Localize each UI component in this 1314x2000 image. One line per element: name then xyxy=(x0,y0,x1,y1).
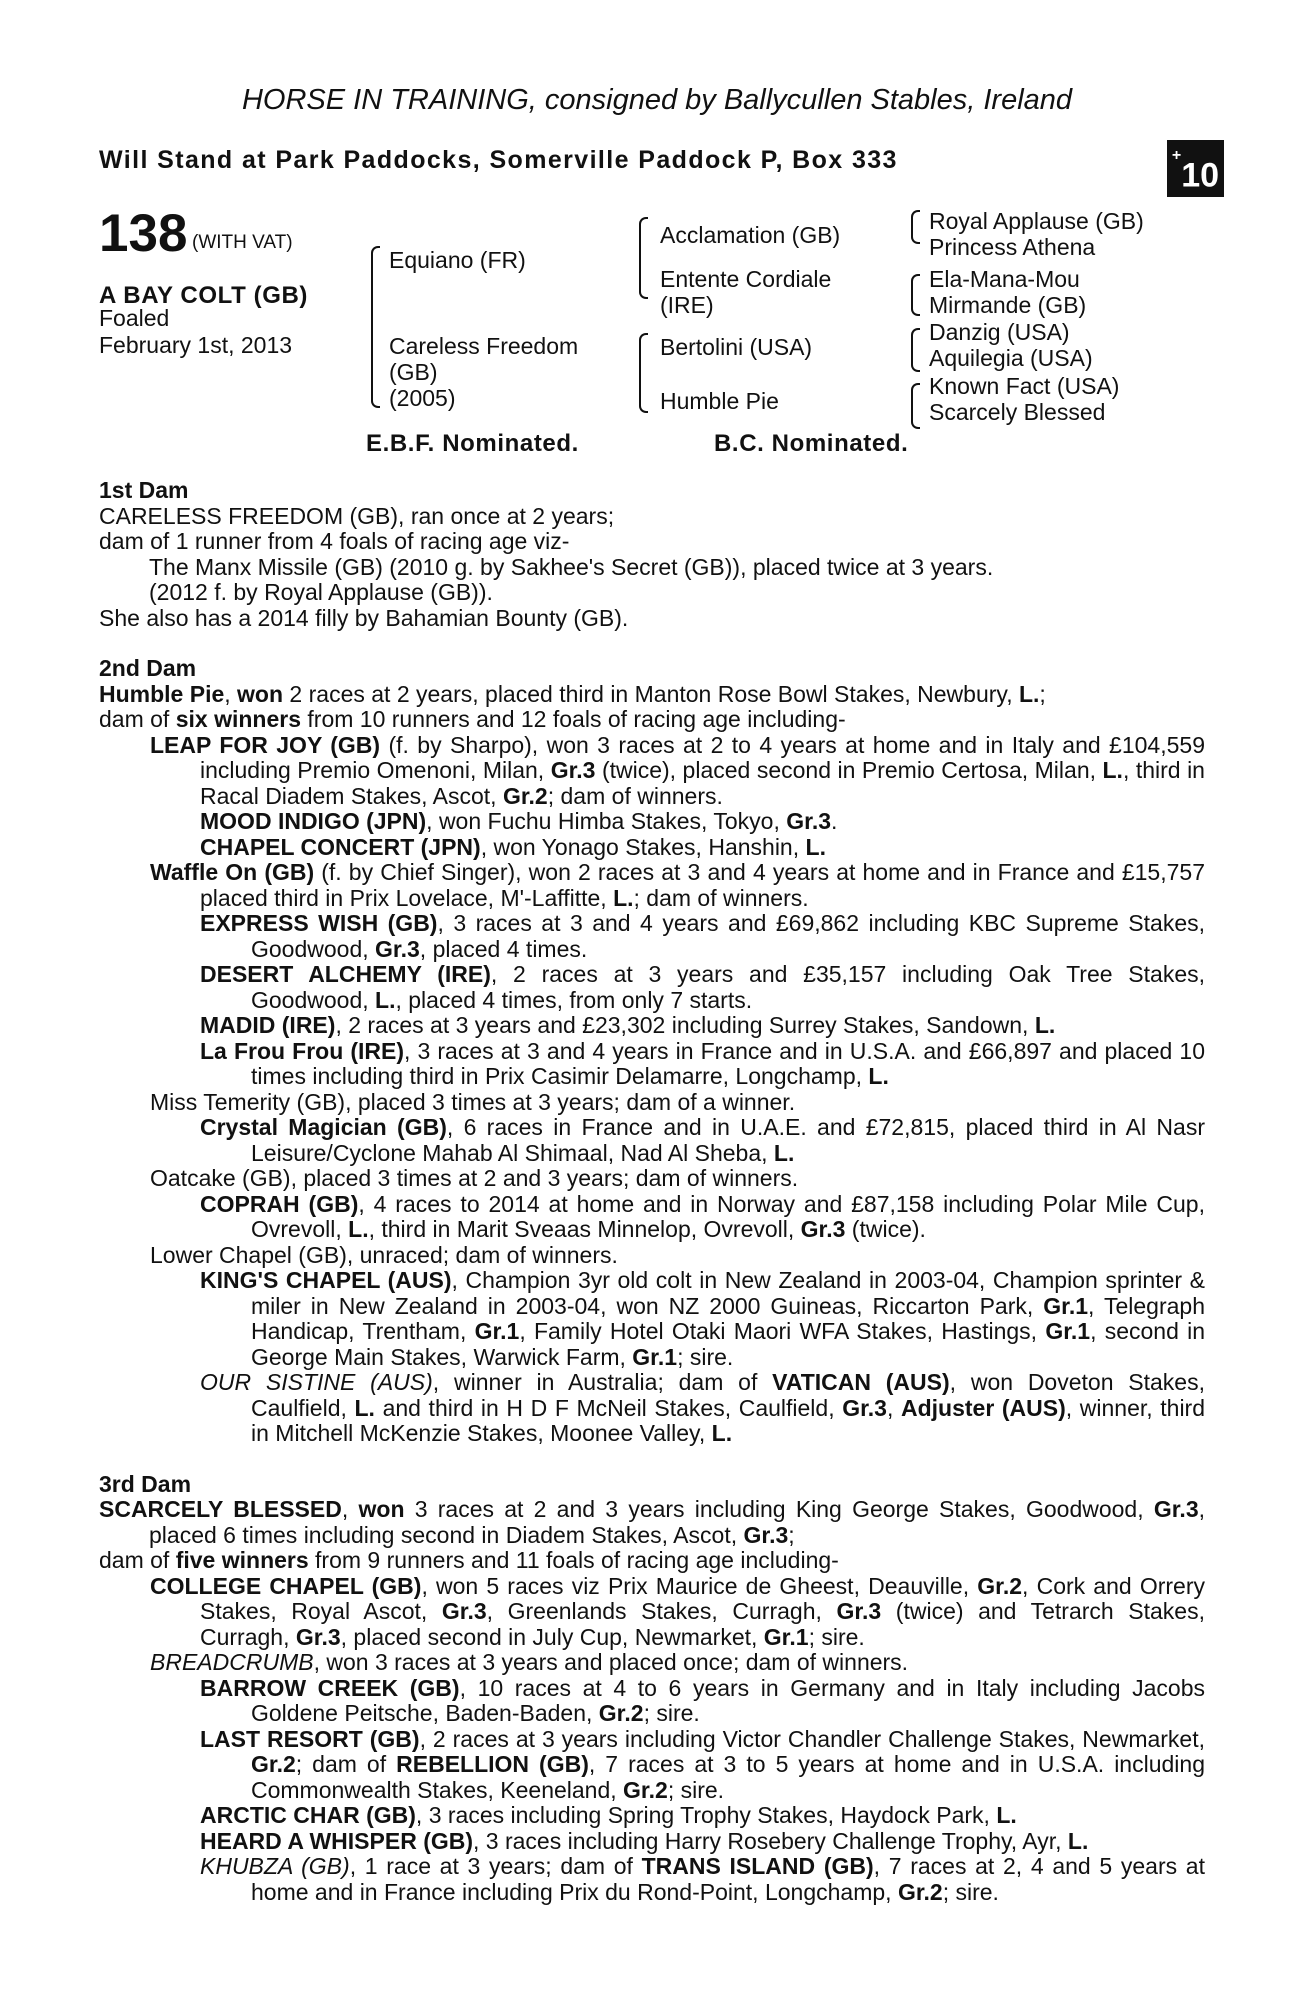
produce-entry: MOOD INDIGO (JPN), won Fuchu Himba Stakes, Tokyo, Gr.3. xyxy=(200,808,838,834)
sire-dam xyxy=(660,266,831,318)
dam-name: Careless Freedom xyxy=(389,333,579,359)
section-heading: 3rd Dam xyxy=(99,1470,192,1497)
dam-dam-dam: Scarcely Blessed xyxy=(929,399,1106,425)
produce-entry: KHUBZA (GB), 1 race at 3 years; dam of TRANS ISLAND (GB), 7 races at 2, 4 and 5 years at home and in France including Prix du Rond-Point, Longchamp, Gr.2; sire. xyxy=(200,1853,1205,1905)
produce-entry: COPRAH (GB), 4 races to 2014 at home and in Norway and £87,158 including Polar Mile Cup, Ovrevoll, L., third in Marit Sveaas Minnelop, Ovrevoll, Gr.3 (twice). xyxy=(200,1190,1205,1242)
produce-entry: The Manx Missile (GB) (2010 g. by Sakhee's Secret (GB)), placed twice at 3 years. xyxy=(149,553,994,580)
produce-entry: COLLEGE CHAPEL (GB), won 5 races viz Prix Maurice de Gheest, Deauville, Gr.2, Cork and Orrery Stakes, Royal Ascot, Gr.3, Greenlands Stakes, Curragh, Gr.3 (twice) and Tetrarch Stakes, Curragh, Gr.3, placed second in July Cup, Newmarket, Gr.1; sire. xyxy=(150,1572,1205,1650)
dam-country: (GB) xyxy=(389,359,438,385)
sire-sire-dam: Princess Athena xyxy=(929,234,1096,260)
produce-entry: La Frou Frou (IRE), 3 races at 3 and 4 years in France and in U.S.A. and £66,897 and placed 10 times including third in Prix Casimir Delamarre, Longchamp, L. xyxy=(200,1037,1205,1089)
produce-entry: HEARD A WHISPER (GB), 3 races including Harry Rosebery Challenge Trophy, Ayr, L. xyxy=(200,1827,1089,1854)
dam-entry: CARELESS FREEDOM (GB), ran once at 2 years; xyxy=(99,502,615,529)
dam-entry: Humble Pie, won 2 races at 2 years, placed third in Manton Rose Bowl Stakes, Newbury, L.; xyxy=(99,680,1046,707)
dam-record: dam of six winners from 10 runners and 12 foals of racing age including- xyxy=(99,706,846,732)
pedigree-ggp xyxy=(929,373,1119,425)
produce-entry: Oatcake (GB), placed 3 times at 2 and 3 years; dam of winners. xyxy=(150,1165,799,1191)
produce-entry: KING'S CHAPEL (AUS), Champion 3yr old colt in New Zealand in 2003-04, Champion sprinter & miler in New Zealand in 2003-04, won NZ 2000 Guineas, Riccarton Park, Gr.1, Telegraph Handicap, Trentham, Gr.1, Family Hotel Otaki Maori WFA Stakes, Hastings, Gr.1, second in George Main Stakes, Warwick Farm, Gr.1; sire. xyxy=(200,1267,1206,1370)
produce-entry: Waffle On (GB) (f. by Chief Singer), won 2 races at 3 and 4 years at home and in France and £15,757 placed third in Prix Lovelace, M'-Laffitte, L.; dam of winners. xyxy=(150,859,1205,911)
dam-record: dam of 1 runner from 4 foals of racing age viz- xyxy=(99,528,570,554)
produce-entry: LAST RESORT (GB), 2 races at 3 years including Victor Chandler Challenge Stakes, Newmarket, Gr.2; dam of REBELLION (GB), 7 races at 3 to 5 years at home and in U.S.A. including Commonwealth Stakes, Keeneland, Gr.2; sire. xyxy=(200,1725,1206,1803)
produce-entry: DESERT ALCHEMY (IRE), 2 races at 3 years and £35,157 including Oak Tree Stakes, Goodwood, L., placed 4 times, from only 7 starts. xyxy=(200,961,1205,1013)
pedigree-ggp xyxy=(929,208,1144,260)
produce-entry: (2012 f. by Royal Applause (GB)). xyxy=(149,579,493,605)
foaled-info xyxy=(99,305,292,359)
badge-plus: + xyxy=(1171,147,1182,164)
pedigree-ggp xyxy=(929,319,1093,371)
section-heading: 2nd Dam xyxy=(99,655,197,681)
ebf-nomination: E.B.F. Nominated. xyxy=(366,430,579,457)
pedigree-brace xyxy=(911,328,920,372)
produce-entry: Lower Chapel (GB), unraced; dam of winners. xyxy=(150,1241,618,1268)
produce-entry: BREADCRUMB, won 3 races at 3 years and placed once; dam of winners. xyxy=(150,1649,909,1675)
sire-sire-sire: Royal Applause (GB) xyxy=(929,208,1144,234)
dam-sire-sire: Danzig (USA) xyxy=(929,319,1070,345)
dam-sire: Bertolini (USA) xyxy=(660,334,813,360)
foaled-label: Foaled xyxy=(99,305,170,331)
produce-entry: BARROW CREEK (GB), 10 races at 4 to 6 years in Germany and in Italy including Jacobs Goldene Peitsche, Baden-Baden, Gr.2; sire. xyxy=(200,1674,1205,1726)
dam-record: dam of five winners from 9 runners and 11 foals of racing age including- xyxy=(99,1547,839,1573)
horse-description: A BAY COLT (GB) xyxy=(99,282,309,309)
pedigree-brace xyxy=(371,246,380,408)
lot-number: 138 xyxy=(99,204,188,263)
produce-entry: ARCTIC CHAR (GB), 3 races including Spring Trophy Stakes, Haydock Park, L. xyxy=(200,1802,1017,1828)
pedigree-brace xyxy=(911,383,920,429)
dam-entry: SCARCELY BLESSED, won 3 races at 2 and 3 years including King George Stakes, Goodwood, Gr.3, placed 6 times including second in Diadem Stakes, Ascot, Gr.3; xyxy=(99,1496,1206,1548)
sire-dam-name: Entente Cordiale xyxy=(660,266,832,292)
produce-entry: CHAPEL CONCERT (JPN), won Yonago Stakes, Hanshin, L. xyxy=(200,833,826,860)
pedigree-brace xyxy=(911,210,920,244)
produce-note: She also has a 2014 filly by Bahamian Bounty (GB). xyxy=(99,604,629,631)
produce-entry: Miss Temerity (GB), placed 3 times at 3 years; dam of a winner. xyxy=(150,1088,796,1115)
produce-entry: EXPRESS WISH (GB), 3 races at 3 and 4 years and £69,862 including KBC Supreme Stakes, Goodwood, Gr.3, placed 4 times. xyxy=(200,910,1205,962)
produce-entry: Crystal Magician (GB), 6 races in France and in U.A.E. and £72,815, placed third in Al Nasr Leisure/Cyclone Mahab Al Shimaal, Nad Al Sheba, L. xyxy=(200,1114,1205,1166)
lot-badge xyxy=(1167,140,1224,197)
dam-sire-dam: Aquilegia (USA) xyxy=(929,345,1093,371)
pedigree-brace xyxy=(639,217,648,299)
produce-entry: OUR SISTINE (AUS), winner in Australia; dam of VATICAN (AUS), won Doveton Stakes, Caulfield, L. and third in H D F McNeil Stakes, Caulfield, Gr.3, Adjuster (AUS), winner, third in Mitchell McKenzie Stakes, Moonee Valley, L. xyxy=(200,1369,1206,1446)
sire-dam-country: (IRE) xyxy=(660,292,714,318)
stand-location: Will Stand at Park Paddocks, Somerville Paddock P, Box 333 xyxy=(99,146,898,174)
badge-number: 10 xyxy=(1181,156,1220,195)
dam-dam: Humble Pie xyxy=(660,388,779,414)
dam-dam-sire: Known Fact (USA) xyxy=(929,373,1120,399)
produce-entry: MADID (IRE), 2 races at 3 years and £23,302 including Surrey Stakes, Sandown, L. xyxy=(200,1012,1056,1038)
catalogue-body xyxy=(99,478,1205,1905)
sire-sire: Acclamation (GB) xyxy=(660,222,841,248)
pedigree-brace xyxy=(911,274,920,316)
sire-dam-sire: Ela-Mana-Mou xyxy=(929,266,1080,292)
pedigree-ggp xyxy=(929,266,1086,318)
foaled-date: February 1st, 2013 xyxy=(99,332,293,358)
section-heading: 1st Dam xyxy=(99,477,189,503)
vat-label: (WITH VAT) xyxy=(192,232,293,253)
produce-entry: LEAP FOR JOY (GB) (f. by Sharpo), won 3 races at 2 to 4 years at home and in Italy and £104,559 including Premio Omenoni, Milan, Gr.3 (twice), placed second in Premio Certosa, Milan, L., third in Racal Diadem Stakes, Ascot, Gr.2; dam of winners. xyxy=(150,731,1205,809)
page-title: HORSE IN TRAINING, consigned by Ballycullen Stables, Ireland xyxy=(241,84,1073,116)
sire-dam-dam: Mirmande (GB) xyxy=(929,292,1087,318)
dam xyxy=(389,333,578,411)
pedigree-brace xyxy=(639,333,648,413)
bc-nomination: B.C. Nominated. xyxy=(714,430,909,457)
dam-year: (2005) xyxy=(389,385,456,411)
sire: Equiano (FR) xyxy=(389,247,526,273)
